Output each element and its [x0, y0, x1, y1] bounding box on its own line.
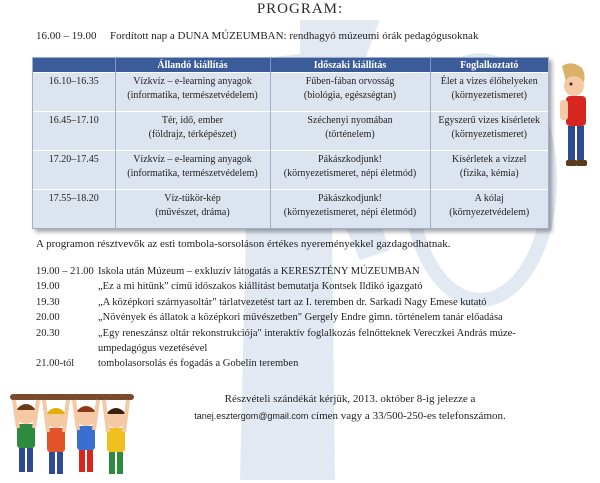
cell-line: Víz-tükör-kép: [164, 193, 221, 204]
cell-line: Pákászkodjunk!: [318, 193, 382, 204]
table-cell: [430, 73, 548, 112]
schedule-time: 21.00-tól: [36, 358, 75, 370]
cell-line: (környezetismeret): [451, 129, 528, 140]
schedule-text: tombolasorsolás és fogadás a Gobelin teremben: [98, 358, 299, 370]
table-header-row: [33, 58, 548, 73]
table-header-cell: Időszaki kiállítás: [270, 58, 430, 73]
footer-line-1: Részvételi szándékát kérjük, 2013. október 8-ig jelezze a: [224, 393, 476, 405]
table-header-cell: Állandó kiállítás: [115, 58, 270, 73]
footer-phone-text: címen vagy a 33/500-250-es telefonszámon.: [308, 410, 506, 422]
schedule-row: [36, 310, 556, 325]
cell-line: (biológia, egészségtan): [303, 90, 397, 101]
schedule-time: 19.30: [36, 296, 60, 308]
table-cell: [115, 190, 270, 229]
table-cell: [115, 73, 270, 112]
table-cell: [430, 112, 548, 151]
schedule-time: 19.00 – 21.00: [36, 266, 94, 277]
table-cell: [270, 112, 430, 151]
table-cell: [430, 151, 548, 190]
table-cell: [270, 151, 430, 190]
table-cell: [430, 190, 548, 229]
children-illustration: [8, 388, 136, 480]
registration-footer: [140, 391, 560, 425]
schedule-text: „Ez a mi hitünk" című időszakos kiállítást bemutatja Kontsek Ildikó igazgató: [98, 281, 423, 293]
table-header-cell: [33, 58, 115, 73]
time-cell: 16.10–16.35: [33, 73, 115, 112]
cell-line: Széchenyi nyomában: [307, 115, 393, 126]
cell-line: (környezetvédelem): [449, 207, 530, 218]
cell-line: A kólaj: [474, 193, 504, 204]
schedule-row: [36, 295, 556, 310]
schedule-text: „Növények és állatok a középkori művészetben" Gergely Endre gimn. történelem tanár előadása: [98, 312, 503, 324]
intro-line: [36, 30, 478, 42]
table-row: [33, 112, 548, 151]
schedule-row: [36, 279, 556, 294]
schedule-text: Iskola után Múzeum – exkluzív látogatás a KERESZTÉNY MÚZEUMBAN: [98, 266, 420, 277]
table-header-cell: Foglalkoztató: [430, 58, 548, 73]
cell-line: (földrajz, térképészet): [148, 129, 237, 140]
table-row: [33, 190, 548, 229]
cell-line: (fizika, kémia): [459, 168, 519, 179]
program-title: PROGRAM:: [256, 1, 344, 17]
cell-line: Egyszerű vizes kísérletek: [438, 115, 541, 126]
cell-line: (informatika, természetvédelem): [127, 168, 258, 179]
table-row: [33, 73, 548, 112]
table-cell: [270, 190, 430, 229]
cell-line: Pákászkodjunk!: [318, 154, 382, 165]
cell-line: Fűben-fában orvosság: [305, 76, 395, 87]
cell-line: (történelem): [325, 129, 375, 140]
schedule-row: [36, 326, 556, 357]
intro-time: 16.00 – 19.00: [36, 30, 97, 42]
schedule-text: „A középkori szárnyasoltár" tárlatvezetést tart az I. teremben dr. Sarkadi Nagy Emese kutató: [98, 296, 487, 308]
table-cell: [270, 73, 430, 112]
cell-line: (informatika, természetvédelem): [127, 90, 258, 101]
intro-text: Fordított nap a DUNA MÚZEUMBAN: rendhagyó múzeumi órák pedagógusoknak: [110, 30, 479, 42]
schedule-time: 20.30: [36, 327, 60, 339]
time-cell: 17.55–18.20: [33, 190, 115, 229]
cell-line: Élet a vizes élőhelyeken: [440, 76, 538, 87]
footer-line-2: [140, 408, 560, 425]
cell-line: (környezetismeret, népi életmód): [283, 207, 417, 218]
schedule-row: [36, 264, 556, 279]
raffle-note: A programon résztvevők az esti tombola-sorsoláson értékes nyereményekkel gazdagodhatnak.: [36, 238, 451, 250]
schedule-time: 19.00: [36, 281, 60, 293]
schedule-text: „Egy reneszánsz oltár rekonstrukciója" interaktív foglalkozás felnőtteknek Vereczkei András múze-umpedagógus vezetésével: [98, 327, 516, 355]
schedule-row: [36, 356, 556, 371]
time-cell: 16.45–17.10: [33, 112, 115, 151]
contact-email: tanej.esztergom@gmail.com: [194, 411, 309, 421]
table-cell: [115, 112, 270, 151]
cell-line: (környezetismeret, népi életmód): [283, 168, 417, 179]
program-table: [32, 57, 549, 229]
cell-line: Vízkvíz – e-learning anyagok: [133, 154, 252, 165]
time-cell: 17.20–17.45: [33, 151, 115, 190]
peeking-child-illustration: [558, 60, 600, 172]
table-cell: [115, 151, 270, 190]
cell-line: (környezetismeret): [451, 90, 528, 101]
schedule-time: 20.00: [36, 312, 60, 324]
cell-line: Kísérletek a vízzel: [452, 154, 527, 165]
table-row: [33, 151, 548, 190]
cell-line: Vízkvíz – e-learning anyagok: [133, 76, 252, 87]
cell-line: Tér, idő, ember: [161, 115, 224, 126]
cell-line: (művészet, dráma): [155, 207, 230, 218]
evening-schedule: [36, 264, 556, 372]
